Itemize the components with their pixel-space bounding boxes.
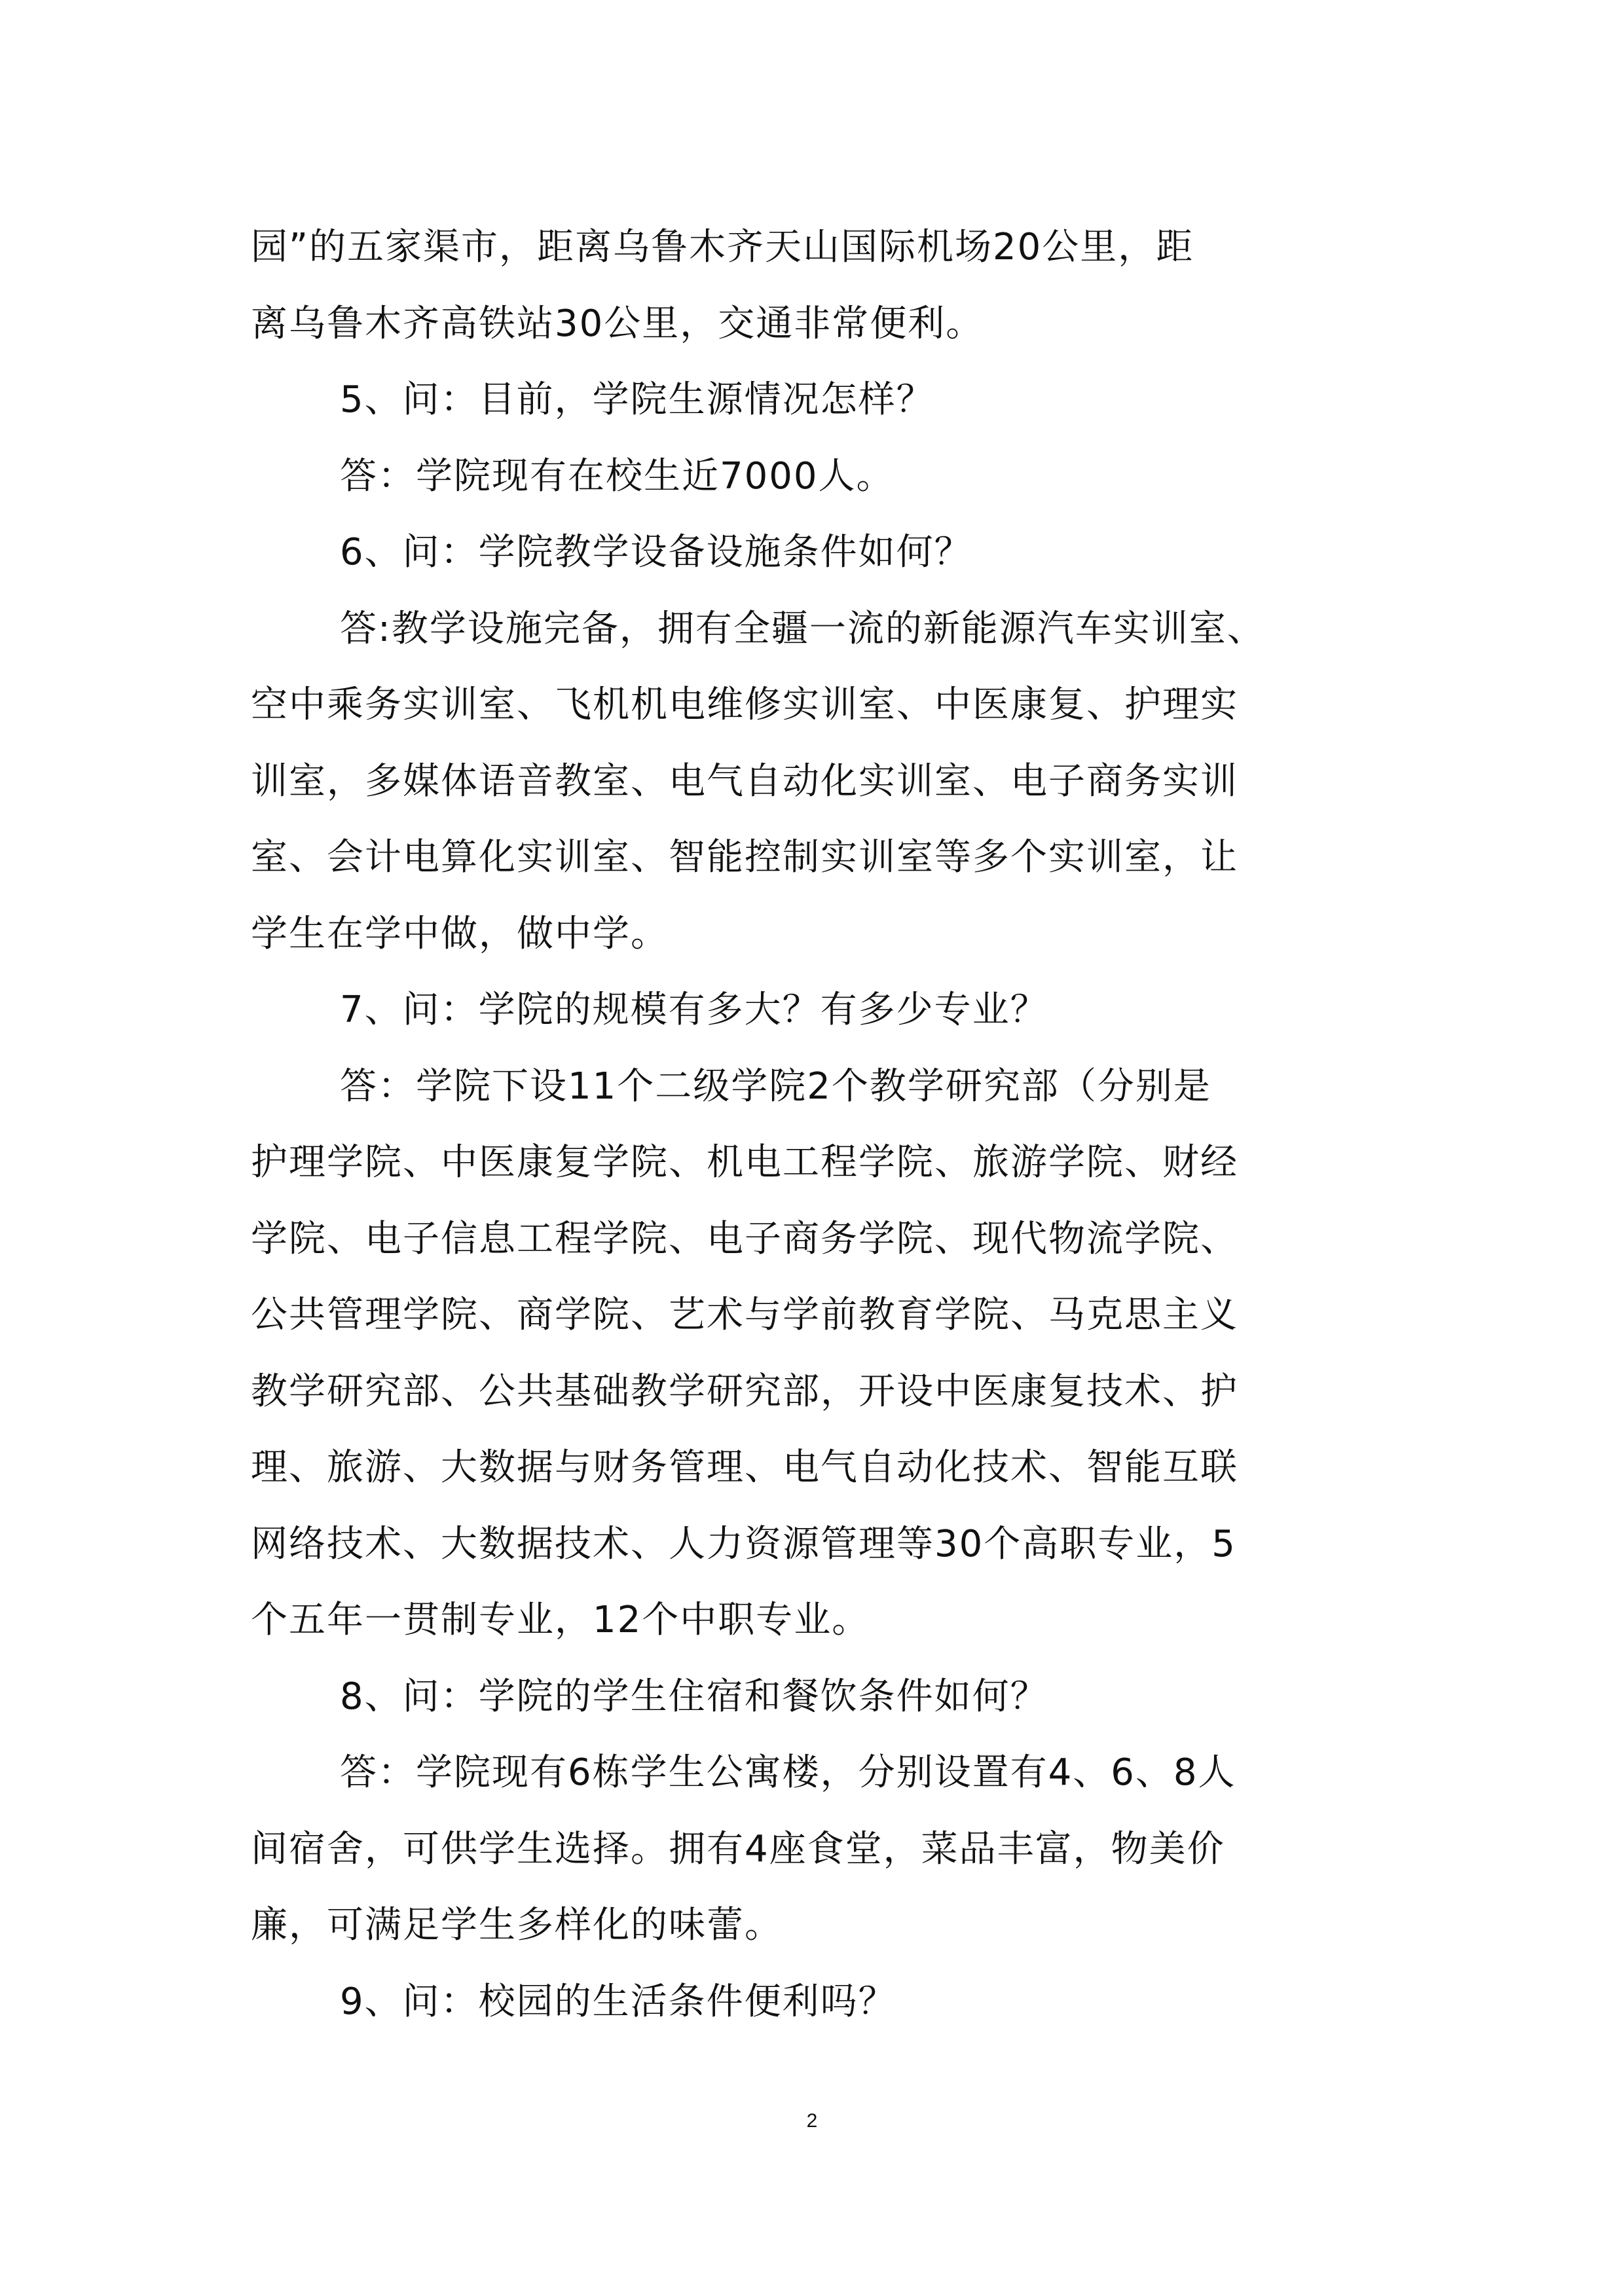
text-line: 学生在学中做，做中学。 xyxy=(251,912,669,955)
text-line: 园”的五家渠市，距离乌鲁木齐天山国际机场20公里，距 xyxy=(251,226,1194,268)
body-text xyxy=(251,210,1390,2040)
question-5: 5、问：目前，学院生源情况怎样？ xyxy=(340,378,934,421)
text-line: 学院、电子信息工程学院、电子商务学院、现代物流学院、 xyxy=(251,1217,1238,1260)
answer-8: 答：学院现有6栋学生公寓楼，分别设置有4、6、8人 xyxy=(340,1751,1236,1794)
text-line: 理、旅游、大数据与财务管理、电气自动化技术、智能互联 xyxy=(251,1446,1238,1489)
text-line: 离乌鲁木齐高铁站30公里，交通非常便利。 xyxy=(251,302,984,345)
text-line: 廉，可满足学生多样化的味蕾。 xyxy=(251,1904,783,1946)
text-line: 护理学院、中医康复学院、机电工程学院、旅游学院、财经 xyxy=(251,1141,1238,1184)
question-7: 7、问：学院的规模有多大？有多少专业？ xyxy=(340,989,1048,1031)
text-line: 公共管理学院、商学院、艺术与学前教育学院、马克思主义 xyxy=(251,1294,1238,1336)
text-line: 个五年一贯制专业，12个中职专业。 xyxy=(251,1599,870,1641)
text-line: 空中乘务实训室、飞机机电维修实训室、中医康复、护理实 xyxy=(251,683,1238,726)
answer-6: 答:教学设施完备，拥有全疆一流的新能源汽车实训室、 xyxy=(340,607,1265,650)
text-line: 训室，多媒体语音教室、电气自动化实训室、电子商务实训 xyxy=(251,759,1238,803)
text-line: 网络技术、大数据技术、人力资源管理等30个高职专业，5 xyxy=(251,1522,1236,1565)
page-number: 2 xyxy=(806,2110,818,2132)
answer-5: 答：学院现有在校生近7000人。 xyxy=(340,454,895,498)
question-6: 6、问：学院教学设备设施条件如何？ xyxy=(340,531,972,574)
question-9: 9、问：校园的生活条件便利吗？ xyxy=(340,1980,896,2023)
text-line: 室、会计电算化实训室、智能控制实训室等多个实训室，让 xyxy=(251,836,1238,879)
answer-7: 答：学院下设11个二级学院2个教学研究部（分别是 xyxy=(340,1065,1211,1108)
text-line: 教学研究部、公共基础教学研究部，开设中医康复技术、护 xyxy=(251,1370,1238,1413)
question-8: 8、问：学院的学生住宿和餐饮条件如何？ xyxy=(340,1675,1048,1718)
text-line: 间宿舍，可供学生选择。拥有4座食堂，菜品丰富，物美价 xyxy=(251,1827,1225,1870)
